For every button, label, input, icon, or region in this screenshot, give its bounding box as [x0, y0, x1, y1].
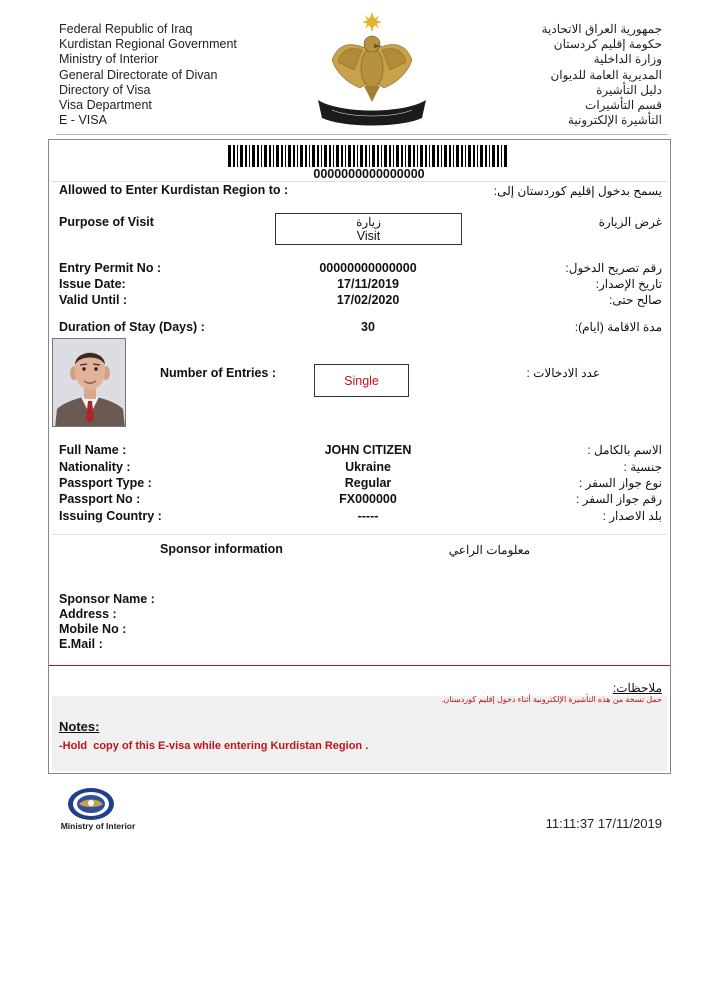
issuing-country-value: ----- [357, 509, 379, 523]
remarks-separator [49, 665, 670, 666]
purpose-label: Purpose of Visit [59, 215, 154, 229]
barcode-bar [477, 145, 478, 167]
remarks-text-ar: حمل نسخة من هذه التأشيرة الإلكترونية أثناء دخول إقليم كوردستان. [441, 695, 662, 704]
header-line-department: Visa Department [59, 98, 152, 113]
barcode-bar [237, 145, 238, 167]
barcode [228, 145, 510, 167]
barcode-bar [297, 145, 298, 167]
applicant-photo [52, 338, 126, 427]
notes-title: Notes: [59, 719, 100, 734]
header-ar-line-country: جمهورية العراق الاتحادية [541, 22, 662, 36]
sponsor-mobile-label: Mobile No : [59, 622, 127, 636]
sponsor-email-label: E.Mail : [59, 637, 103, 651]
full-name-value: JOHN CITIZEN [324, 443, 412, 457]
header-line-directorate: General Directorate of Divan [59, 67, 218, 82]
issuing-country-label: Issuing Country : [59, 509, 162, 523]
barcode-bar [468, 145, 471, 167]
barcode-bar [429, 145, 430, 167]
barcode-bar [288, 145, 291, 167]
barcode-bar [369, 145, 370, 167]
barcode-bar [228, 145, 231, 167]
passport-type-label-ar: نوع جواز السفر : [578, 476, 662, 490]
barcode-bar [381, 145, 382, 167]
header-line-directory: Directory of Visa [59, 82, 151, 97]
barcode-bar [441, 145, 442, 167]
barcode-bar [456, 145, 459, 167]
entry-permit-value: 00000000000000 [319, 261, 417, 275]
sponsor-name-label: Sponsor Name : [59, 592, 155, 606]
passport-no-label: Passport No : [59, 492, 141, 506]
barcode-bar [233, 145, 235, 167]
barcode-bar [269, 145, 271, 167]
barcode-bar [281, 145, 283, 167]
header-ar-line-department: قسم التأشيرات [585, 98, 662, 113]
barcode-bar [240, 145, 243, 167]
ministry-logo-icon [66, 786, 116, 822]
barcode-bar [408, 145, 411, 167]
header-english-block [59, 22, 319, 128]
header-ar-line-directory: دليل التأشيرة [596, 82, 662, 97]
barcode-bar [317, 145, 319, 167]
barcode-bar [492, 145, 495, 167]
barcode-bar [465, 145, 466, 167]
passport-no-label-ar: رقم جواز السفر : [576, 492, 662, 506]
issue-date-label: Issue Date: [59, 277, 126, 291]
entries-value: Single [344, 373, 379, 388]
entries-label-ar: عدد الادخالات : [526, 366, 600, 380]
issue-date-label-ar: تاريخ الإصدار: [595, 277, 662, 291]
barcode-bar [257, 145, 259, 167]
barcode-bar [372, 145, 375, 167]
barcode-bar [312, 145, 315, 167]
entry-permit-label: Entry Permit No : [59, 261, 162, 275]
valid-until-label: Valid Until : [59, 293, 128, 307]
barcode-bar [425, 145, 427, 167]
barcode-bar [461, 145, 463, 167]
duration-label: Duration of Stay (Days) : [59, 320, 205, 334]
barcode-bar [285, 145, 286, 167]
barcode-bar [405, 145, 406, 167]
barcode-bar [252, 145, 255, 167]
barcode-bar [480, 145, 483, 167]
header-ar-line-evisa: التأشيرة الإلكترونية [567, 113, 662, 128]
barcode-bar [353, 145, 355, 167]
barcode-number: 0000000000000000 [313, 167, 425, 181]
barcode-bar [245, 145, 247, 167]
barcode-bar [276, 145, 279, 167]
barcode-bar [393, 145, 394, 167]
header-ar-line-government: حكومة إقليم كردستان [553, 37, 662, 52]
nationality-label-ar: جنسية : [623, 460, 662, 474]
header-arabic-block [440, 22, 662, 128]
barcode-bar [417, 145, 418, 167]
valid-until-value: 17/02/2020 [336, 293, 400, 307]
remarks-label-ar: ملاحظات: [612, 681, 662, 695]
barcode-bar [501, 145, 502, 167]
barcode-bar [504, 145, 507, 167]
sponsor-title-ar: معلومات الراعي [448, 543, 530, 557]
issuing-country-label-ar: بلد الاصدار : [602, 509, 662, 523]
barcode-bar [348, 145, 351, 167]
header-ar-line-directorate: المديرية العامة للديوان [550, 67, 662, 82]
barcode-bar [341, 145, 343, 167]
sponsor-separator [52, 534, 667, 535]
barcode-bar [309, 145, 310, 167]
barcode-bar [357, 145, 358, 167]
full-name-label: Full Name : [59, 443, 127, 457]
passport-type-label: Passport Type : [59, 476, 152, 490]
header-line-ministry: Ministry of Interior [59, 52, 159, 67]
duration-value: 30 [361, 320, 375, 334]
krg-emblem-icon [310, 10, 435, 130]
passport-type-value: Regular [344, 476, 392, 490]
barcode-bar [365, 145, 367, 167]
nationality-value: Ukraine [345, 460, 391, 474]
barcode-separator [52, 181, 667, 182]
valid-until-label-ar: صالح حتى: [609, 293, 662, 307]
header-line-country: Federal Republic of Iraq [59, 22, 193, 36]
entries-label: Number of Entries : [160, 366, 276, 380]
barcode-bar [432, 145, 435, 167]
barcode-bar [485, 145, 487, 167]
barcode-bar [261, 145, 262, 167]
barcode-bar [449, 145, 451, 167]
entry-permit-label-ar: رقم تصريح الدخول: [565, 261, 662, 275]
notes-panel [52, 696, 667, 771]
barcode-bar [336, 145, 339, 167]
barcode-bar [324, 145, 327, 167]
barcode-bar [413, 145, 415, 167]
barcode-bar [389, 145, 391, 167]
purpose-label-ar: غرض الزيارة [598, 215, 662, 229]
barcode-bar [497, 145, 499, 167]
barcode-bar [377, 145, 379, 167]
barcode-bar [473, 145, 475, 167]
nationality-label: Nationality : [59, 460, 131, 474]
barcode-bar [396, 145, 399, 167]
print-timestamp: 11:11:37 17/11/2019 [545, 816, 662, 831]
issue-date-value: 17/11/2019 [337, 277, 399, 291]
sponsor-address-label: Address : [59, 607, 117, 621]
allowed-label-ar: يسمح بدخول إقليم كوردستان إلى: [493, 184, 662, 198]
full-name-label-ar: الاسم بالكامل : [587, 443, 662, 457]
notes-text: -Hold copy of this E-visa while entering Kurdistan Region . [59, 740, 369, 752]
barcode-bar [264, 145, 267, 167]
barcode-bar [273, 145, 274, 167]
header-ar-line-ministry: وزارة الداخلية [593, 52, 662, 67]
purpose-value-ar: زيارة [356, 215, 381, 229]
duration-label-ar: مدة الاقامة (ايام): [574, 320, 662, 334]
barcode-bar [329, 145, 331, 167]
barcode-bar [333, 145, 334, 167]
barcode-bar [437, 145, 439, 167]
allowed-label: Allowed to Enter Kurdistan Region to : [59, 183, 289, 197]
purpose-value-box [275, 213, 462, 245]
purpose-value-en: Visit [356, 229, 381, 243]
barcode-bar [444, 145, 447, 167]
barcode-bar [360, 145, 363, 167]
header-line-government: Kurdistan Regional Government [59, 37, 237, 52]
barcode-bar [401, 145, 403, 167]
barcode-bar [305, 145, 307, 167]
barcode-bar [384, 145, 387, 167]
header-line-evisa: E - VISA [59, 113, 107, 128]
passport-no-value: FX000000 [339, 492, 397, 506]
ministry-logo-caption: Ministry of Interior [60, 821, 136, 831]
header-divider [56, 134, 668, 135]
sponsor-title: Sponsor information [160, 542, 283, 556]
entries-value-box [314, 364, 409, 397]
barcode-bar [300, 145, 303, 167]
barcode-bar [293, 145, 295, 167]
barcode-bar [489, 145, 490, 167]
barcode-bar [420, 145, 423, 167]
barcode-bar [453, 145, 454, 167]
barcode-bar [321, 145, 322, 167]
barcode-bar [345, 145, 346, 167]
barcode-bar [249, 145, 250, 167]
